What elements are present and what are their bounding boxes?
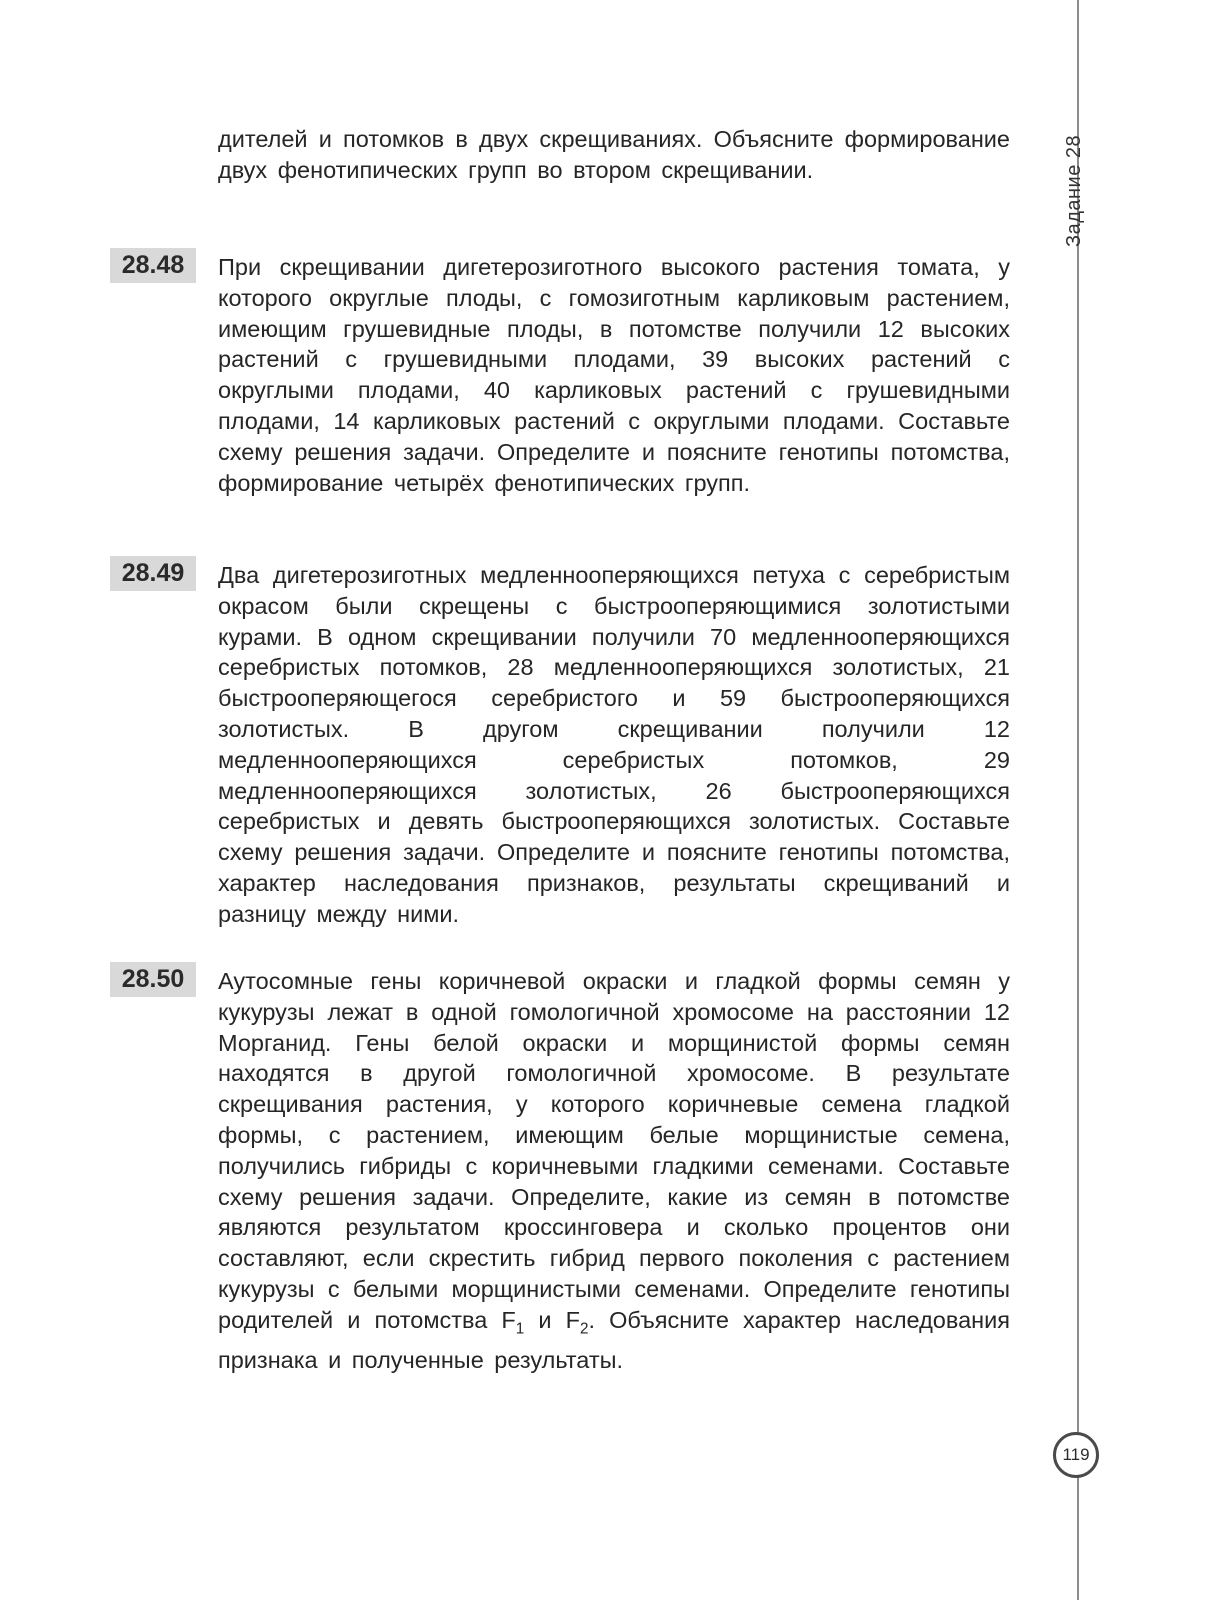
section-label: Задание 28 [1063,134,1085,247]
task-number-28-50: 28.50 [110,962,196,997]
task-text-end: . Объясните характер наследования признака и полученные результаты. [218,1306,1010,1374]
intro-paragraph: дителей и потомков в двух скрещиваниях. Объясните формирование двух фенотипических групп во втором скрещивании. [218,126,1010,183]
f2-subscript: 2 [580,1320,589,1338]
task-text-main: Аутосомные гены коричневой окраски и гладкой формы семян у кукурузы лежат в одной гомологичной хромосоме на расстоянии 12 Морганид. Гены белой окраски и морщинистой формы семян находятся в другой гомологичной хромосоме. В результате скрещивания растения, у которого коричневые семена гладкой формы, с растением, имеющим белые морщинистые семена, получились гибриды с коричневыми гладкими семенами. Составьте схему решения задачи. Определите, какие из семян в потомстве являются результатом кроссинговера и сколько процентов они составляют, если скрестить гибрид первого поколения с растением кукурузы с белыми морщинистыми семенами. Определите генотипы родителей и потомства [218,968,1010,1333]
and-word: и [538,1306,552,1333]
task-number-28-48: 28.48 [110,248,196,283]
task-number-28-49: 28.49 [110,556,196,591]
task-text-28-49: Два дигетерозиготных медленнооперяющихся петуха с серебристым окрасом были скрещены с быстрооперяющимися золотистыми курами. В одном скрещивании получили 70 медленнооперяющихся серебристых потомков, 28 медленнооперяющихся золотистых, 21 быстрооперяющегося серебристого и 59 быстрооперяющихся золотистых. В другом скрещивании получили 12 медленнооперяющихся серебристых потомков, 29 медленнооперяющихся золотистых, 26 быстрооперяющихся серебристых и девять быстрооперяющихся золотистых. Составьте схему решения задачи. Определите и поясните генотипы потомства, характер наследования признаков, результаты скрещиваний и разницу между ними. [218,562,1010,927]
task-text-28-50 [218,966,1010,1376]
f1-letter: F [501,1306,516,1333]
f2-letter: F [565,1306,580,1333]
task-text-28-48: При скрещивании дигетерозиготного высокого растения томата, у которого округлые плоды, с гомозиготным карликовым растением, имеющим грушевидные плоды, в потомстве получили 12 высоких растений с грушевидными плодами, 39 высоких растений с округлыми плодами, 40 карликовых растений с грушевидными плодами, 14 карликовых растений с округлыми плодами. Составьте схему решения задачи. Определите и поясните генотипы потомства, формирование четырёх фенотипических групп. [218,254,1010,496]
f1-subscript: 1 [515,1320,525,1338]
page-number: 119 [1053,1432,1099,1478]
